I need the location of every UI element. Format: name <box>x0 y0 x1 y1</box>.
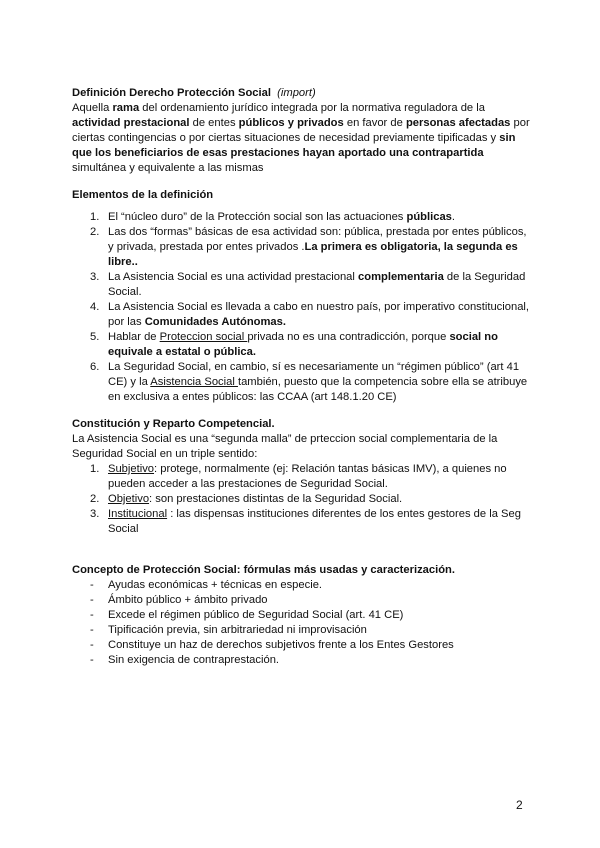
dash-bullet: - <box>90 654 94 666</box>
item-label: Institucional <box>108 508 168 520</box>
section-heading-concepto: Concepto de Protección Social: fórmulas más usadas y caracterización. <box>72 564 455 576</box>
concepto-list <box>72 578 534 668</box>
list-item <box>72 578 534 593</box>
text-run: Las dos “formas” básicas de esa actividad son: pública, prestada por entes públicos, y privada, prestada por entes privados . <box>108 226 527 253</box>
list-item <box>72 623 534 638</box>
list-item <box>72 608 534 623</box>
underlined-text: Proteccion social <box>159 331 248 343</box>
list-item <box>72 462 534 492</box>
text-run: Aquella <box>72 102 113 114</box>
text-run: en favor de <box>343 117 406 129</box>
list-number: 2. <box>90 493 100 505</box>
list-number: 2. <box>90 226 100 238</box>
item-label: Objetivo <box>108 493 150 505</box>
elementos-list <box>72 210 534 405</box>
list-number: 6. <box>90 361 100 373</box>
item-label: Subjetivo <box>108 463 155 475</box>
text-run: . <box>451 211 455 223</box>
text-run: simultánea y equivalente a las mismas <box>72 162 264 174</box>
list-item <box>72 593 534 608</box>
heading-text: Definición Derecho Protección Social <box>72 87 271 99</box>
bold-text: personas afectadas <box>405 117 511 129</box>
text-run: de la Seguridad Social. <box>108 271 526 298</box>
definition-paragraph <box>72 101 534 176</box>
list-item <box>72 492 534 507</box>
constitucion-intro: La Asistencia Social es una “segunda malla” de prteccion social complementaria de la Seguridad Social en un triple sentido: <box>72 433 498 460</box>
list-item <box>72 638 534 653</box>
section-heading-elementos: Elementos de la definición <box>72 189 214 201</box>
section-heading-constitucion: Constitución y Reparto Competencial. <box>72 418 275 430</box>
item-text: Excede el régimen público de Seguridad Social (art. 41 CE) <box>108 609 404 621</box>
constitucion-list <box>72 462 534 537</box>
list-number: 4. <box>90 301 100 313</box>
text-run: La Asistencia Social es una actividad prestacional <box>108 271 359 283</box>
page-number: 2 <box>516 798 523 812</box>
bold-text: públicas <box>406 211 452 223</box>
bold-text: sin que los beneficiarios de esas prestaciones hayan aportado una contrapartida <box>72 132 516 159</box>
text-run: Hablar de <box>108 331 160 343</box>
item-text: Constituye un haz de derechos subjetivos frente a los Entes Gestores <box>108 639 454 651</box>
dash-bullet: - <box>90 579 94 591</box>
list-number: 3. <box>90 271 100 283</box>
list-number: 5. <box>90 331 100 343</box>
section-heading-definicion <box>72 86 534 101</box>
bold-text: complementaria <box>358 271 444 283</box>
item-text: Sin exigencia de contraprestación. <box>108 654 280 666</box>
list-item <box>72 270 534 300</box>
bold-text: Comunidades Autónomas. <box>144 316 286 328</box>
dash-bullet: - <box>90 624 94 636</box>
list-item <box>72 210 534 225</box>
text-run: privada no es una contradicción, porque <box>247 331 450 343</box>
bold-text: social no equivale a estatal o pública. <box>108 331 498 358</box>
list-item <box>72 653 534 668</box>
list-item <box>72 300 534 330</box>
item-text: Tipificación previa, sin arbitrariedad ni improvisación <box>108 624 367 636</box>
item-text: : las dispensas instituciones diferentes de los entes gestores de la Seg Social <box>108 508 521 535</box>
text-run: La Asistencia Social es llevada a cabo en nuestro país, por imperativo constitucional, por las <box>108 301 530 328</box>
list-item <box>72 360 534 405</box>
text-run: por ciertas contingencias o por ciertas situaciones de necesidad previamente tipificadas y <box>72 117 530 144</box>
dash-bullet: - <box>90 609 94 621</box>
item-text: Ayudas económicas + técnicas en especie. <box>108 579 323 591</box>
list-number: 1. <box>90 463 100 475</box>
text-run: de entes <box>189 117 239 129</box>
dash-bullet: - <box>90 639 94 651</box>
text-run: también, puesto que la competencia sobre ella se atribuye en exclusiva a entes públicos: las CCAA (art 148.1.20 CE) <box>108 376 528 403</box>
list-number: 3. <box>90 508 100 520</box>
list-item <box>72 507 534 537</box>
list-number: 1. <box>90 211 100 223</box>
bold-text: La primera es obligatoria, la segunda es libre.. <box>108 241 518 268</box>
item-text: Ámbito público + ámbito privado <box>108 594 268 606</box>
dash-bullet: - <box>90 594 94 606</box>
heading-note: (import) <box>277 87 316 99</box>
page-content <box>72 86 534 668</box>
text-run: del ordenamiento jurídico integrada por la normativa reguladora de la <box>139 102 485 114</box>
bold-text: actividad prestacional <box>72 117 190 129</box>
list-item <box>72 330 534 360</box>
item-text: : protege, normalmente (ej: Relación tantas básicas IMV), a quienes no pueden acceder a las prestaciones de Seguridad Social. <box>108 463 507 490</box>
bold-text: rama <box>112 102 140 114</box>
text-run: La Seguridad Social, en cambio, sí es necesariamente un “régimen público” (art 41 CE) y la <box>108 361 520 388</box>
underlined-text: Asistencia Social <box>150 376 238 388</box>
list-item <box>72 225 534 270</box>
item-text: : son prestaciones distintas de la Seguridad Social. <box>149 493 403 505</box>
bold-text: públicos y privados <box>238 117 344 129</box>
text-run: El “núcleo duro” de la Protección social son las actuaciones <box>108 211 407 223</box>
